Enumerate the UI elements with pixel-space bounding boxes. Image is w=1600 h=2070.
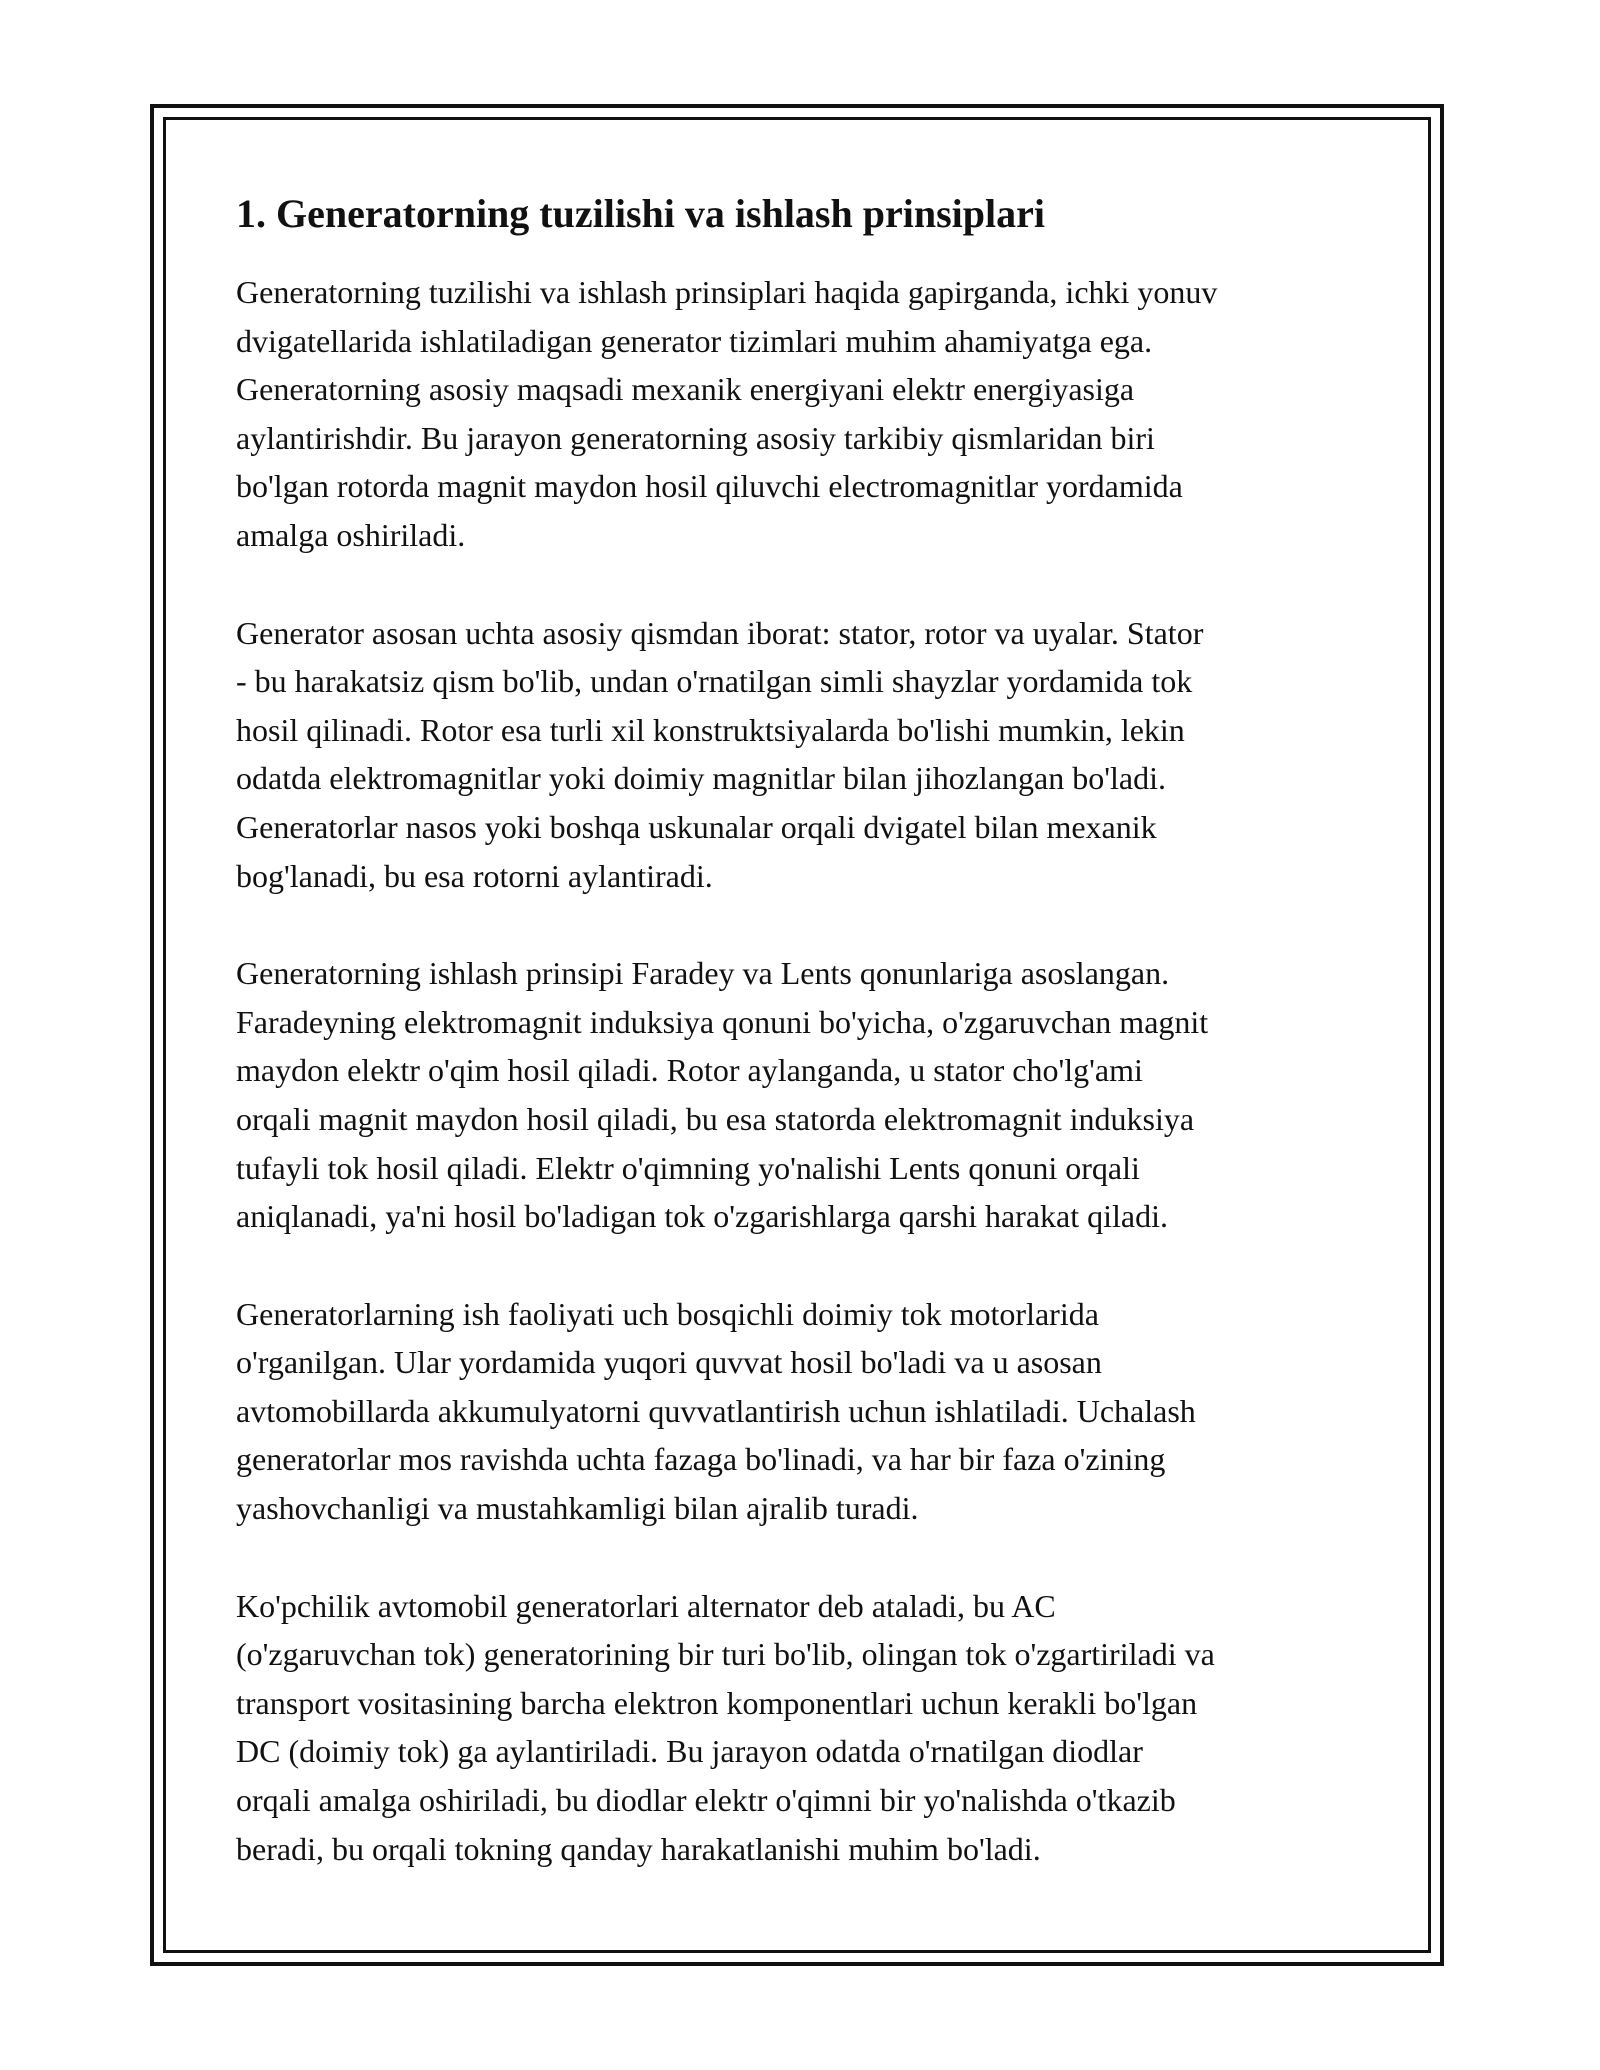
text-line: avtomobillarda akkumulyatorni quvvatlantirish uchun ishlatiladi. Uchalash — [236, 1392, 1196, 1429]
document-body — [236, 186, 1376, 1922]
text-line: tufayli tok hosil qiladi. Elektr o'qimning yo'nalishi Lents qonuni orqali — [236, 1149, 1140, 1186]
text-line: DC (doimiy tok) ga aylantiriladi. Bu jarayon odatda o'rnatilgan diodlar — [236, 1733, 1143, 1770]
paragraph-3 — [236, 949, 1376, 1241]
text-line: bog'lanadi, bu esa rotorni aylantiradi. — [236, 857, 713, 894]
text-line: o'rganilgan. Ular yordamida yuqori quvvat hosil bo'ladi va u asosan — [236, 1344, 1102, 1381]
text-line: aniqlanadi, ya'ni hosil bo'ladigan tok o'zgarishlarga qarshi harakat qiladi. — [236, 1198, 1168, 1235]
text-line: beradi, bu orqali tokning qanday harakatlanishi muhim bo'ladi. — [236, 1830, 1041, 1867]
text-line: Generatorning tuzilishi va ishlash prinsiplari haqida gapirganda, ichki yonuv — [236, 274, 1218, 310]
text-line: Generatorlar nasos yoki boshqa uskunalar orqali dvigatel bilan mexanik — [236, 808, 1157, 845]
text-line: Generatorning asosiy maqsadi mexanik energiyani elektr energiyasiga — [236, 371, 1135, 408]
text-line: (o'zgaruvchan tok) generatorining bir turi bo'lib, olingan tok o'zgartiriladi va — [236, 1636, 1215, 1673]
text-line: transport vositasining barcha elektron komponentlari uchun kerakli bo'lgan — [236, 1684, 1198, 1721]
text-line: dvigatellarida ishlatiladigan generator tizimlari muhim ahamiyatga ega. — [236, 322, 1153, 359]
text-line: Generatorlarning ish faoliyati uch bosqichli doimiy tok motorlarida — [236, 1295, 1099, 1332]
text-line: odatda elektromagnitlar yoki doimiy magnitlar bilan jihozlangan bo'ladi. — [236, 760, 1166, 797]
text-line: yashovchanligi va mustahkamligi bilan ajralib turadi. — [236, 1490, 919, 1527]
text-line: orqali magnit maydon hosil qiladi, bu esa statorda elektromagnit induksiya — [236, 1100, 1195, 1137]
text-line: hosil qilinadi. Rotor esa turli xil konstruktsiyalarda bo'lishi mumkin, lekin — [236, 711, 1185, 748]
paragraph-1 — [236, 268, 1376, 560]
text-line: Generator asosan uchta asosiy qismdan iborat: stator, rotor va uyalar. Stator — [236, 614, 1204, 651]
paragraph-5 — [236, 1582, 1376, 1874]
text-line: bo'lgan rotorda magnit maydon hosil qiluvchi electromagnitlar yordamida — [236, 468, 1183, 505]
text-line: aylantirishdir. Bu jarayon generatorning asosiy tarkibiy qismlaridan biri — [236, 419, 1155, 456]
text-line: Generatorning ishlash prinsipi Faradey va Lents qonunlariga asoslangan. — [236, 955, 1170, 992]
text-line: amalga oshiriladi. — [236, 516, 466, 553]
text-line: generatorlar mos ravishda uchta fazaga bo'linadi, va har bir faza o'zining — [236, 1441, 1166, 1478]
paragraph-4 — [236, 1290, 1376, 1533]
text-line: - bu harakatsiz qism bo'lib, undan o'rnatilgan simli shayzlar yordamida tok — [236, 663, 1193, 700]
text-line: orqali amalga oshiriladi, bu diodlar elektr o'qimni bir yo'nalishda o'tkazib — [236, 1782, 1176, 1819]
text-line: Faradeyning elektromagnit induksiya qonuni bo'yicha, o'zgaruvchan magnit — [236, 1003, 1209, 1040]
text-line: Ko'pchilik avtomobil generatorlari alternator deb ataladi, bu AC — [236, 1587, 1056, 1624]
section-heading: 1. Generatorning tuzilishi va ishlash prinsiplari — [236, 191, 1046, 236]
paragraph-2 — [236, 609, 1376, 901]
text-line: maydon elektr o'qim hosil qiladi. Rotor aylanganda, u stator cho'lg'ami — [236, 1052, 1143, 1089]
